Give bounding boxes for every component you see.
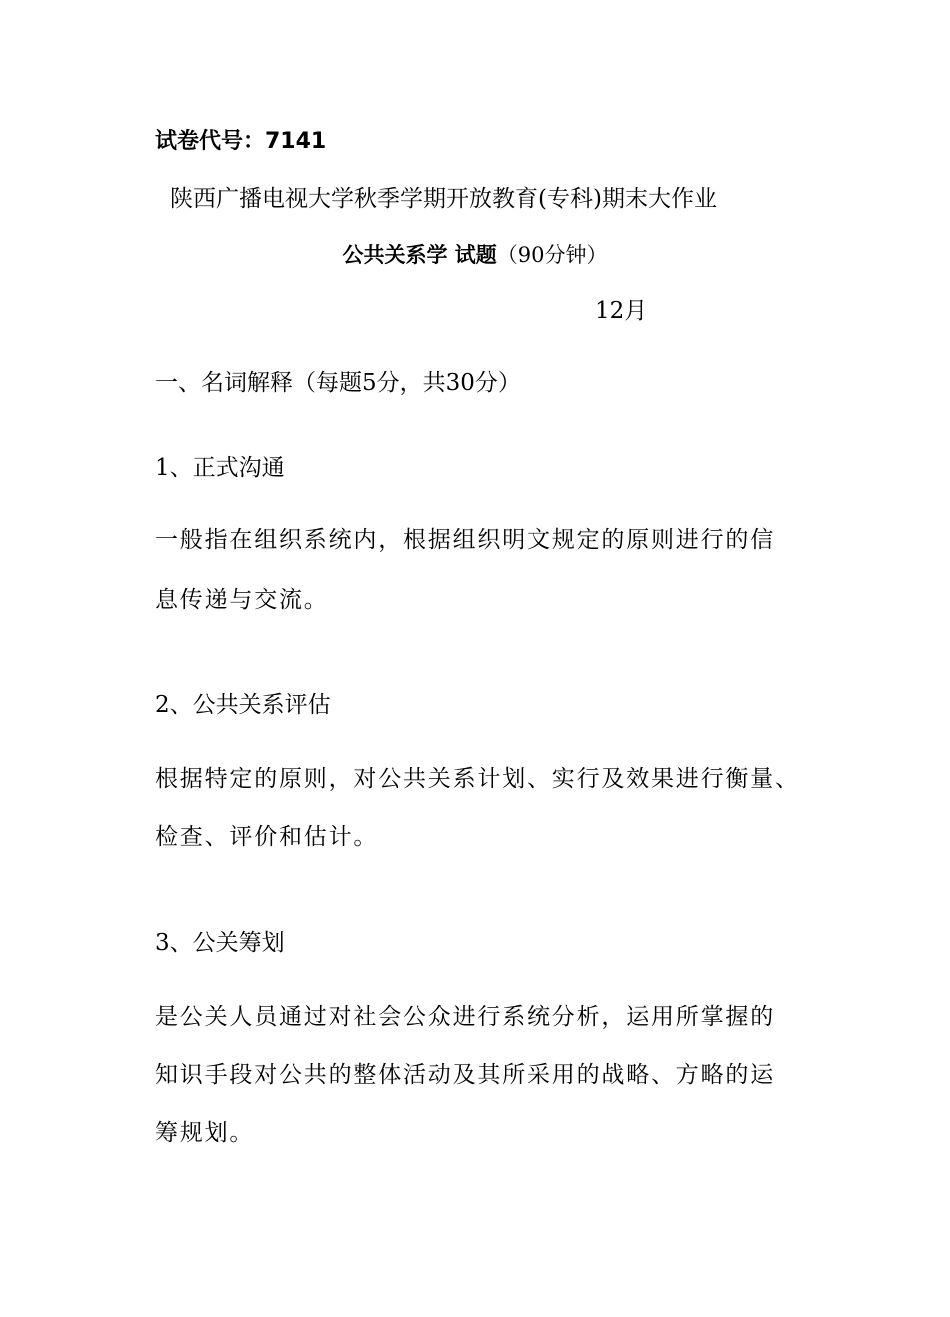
item-heading: 1、正式沟通 [155,455,285,481]
school-title: 陕西广播电视大学秋季学期开放教育(专科)期末大作业 [170,186,717,212]
exam-duration: （90分钟） [496,243,608,267]
item-text-line: 根据特定的原则，对公共关系计划、实行及效果进行衡量、 [155,766,800,792]
exam-date: 12月 [595,298,648,324]
item-heading: 2、公共关系评估 [155,692,331,718]
subject-title [0,240,950,270]
item-text-line: 息传递与交流。 [155,587,329,613]
section-title: 一、名词解释（每题5分，共30分） [155,370,521,396]
item-text-line: 筹规划。 [155,1120,255,1146]
item-text-line: 知识手段对公共的整体活动及其所采用的战略、方略的运 [155,1062,775,1088]
item-heading: 3、公关筹划 [155,930,285,956]
paper-code: 试卷代号：7141 [155,129,327,154]
item-text-line: 检查、评价和估计。 [155,824,379,850]
item-text-line: 是公关人员通过对社会公众进行系统分析，运用所掌握的 [155,1004,775,1030]
subject-name: 公共关系学 试题 [342,243,497,267]
item-text-line: 一般指在组织系统内，根据组织明文规定的原则进行的信 [155,527,775,553]
